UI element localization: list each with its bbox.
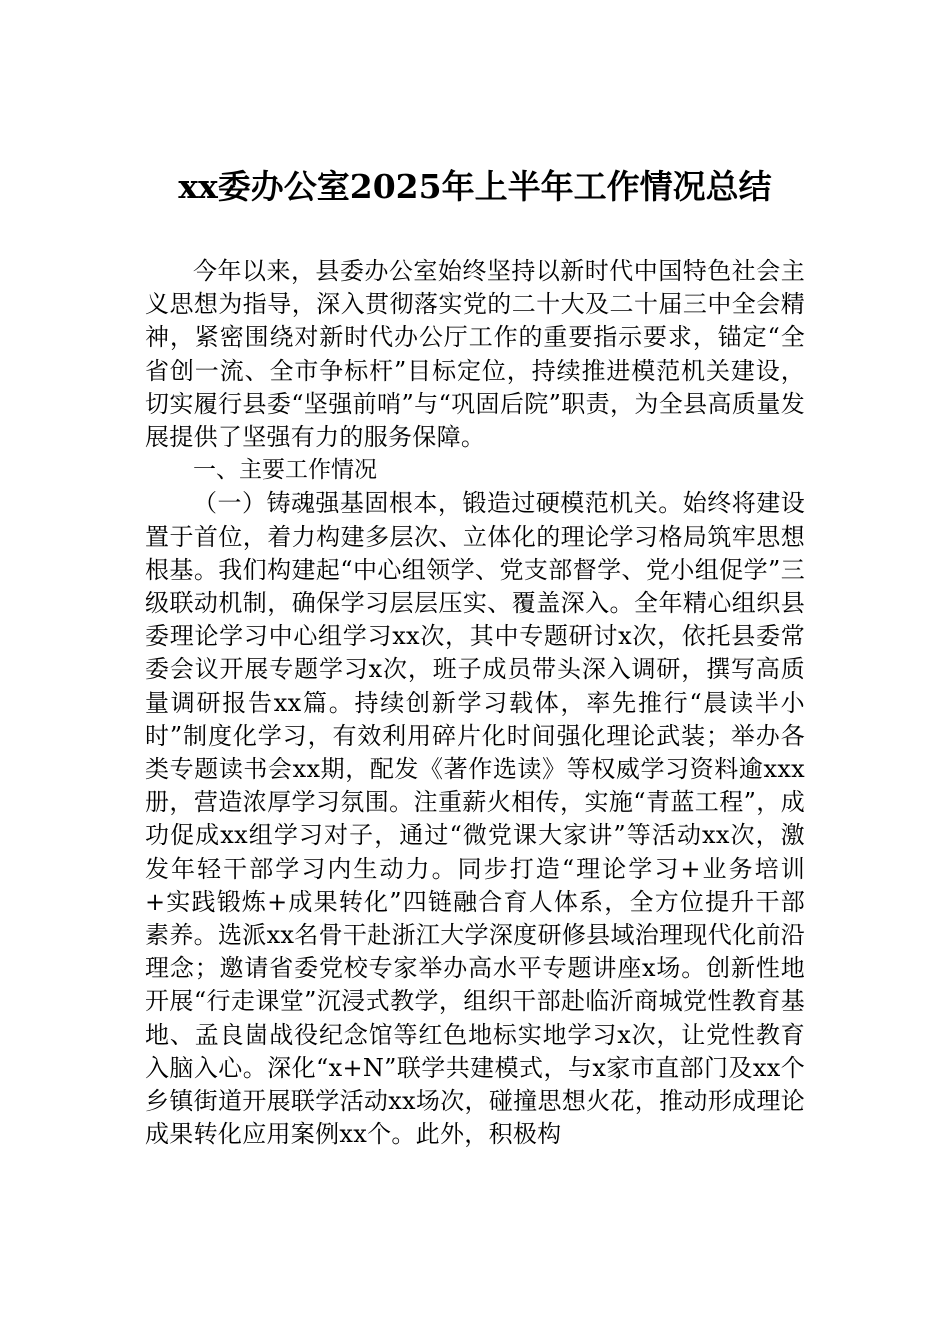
document-body <box>145 255 805 1151</box>
intro-paragraph: 今年以来，县委办公室始终坚持以新时代中国特色社会主义思想为指导，深入贯彻落实党的二十大及二十届三中全会精神，紧密围绕对新时代办公厅工作的重要指示要求，锚定“全省创一流、全市争标杆”目标定位，持续推进模范机关建设，切实履行县委“坚强前哨”与“巩固后院”职责，为全县高质量发展提供了坚强有力的服务保障。 <box>145 257 805 452</box>
document-title: xx委办公室2025年上半年工作情况总结 <box>178 167 772 206</box>
section-heading-main-work: 一、主要工作情况 <box>193 457 377 484</box>
section-paragraph: （一）铸魂强基固根本，锻造过硬模范机关。始终将建设置于首位，着力构建多层次、立体化的理论学习格局筑牢思想根基。我们构建起“中心组领学、党支部督学、党小组促学”三级联动机制，确保学习层层压实、覆盖深入。全年精心组织县委理论学习中心组学习xx次，其中专题研讨x次，依托县委常委会议开展专题学习x次，班子成员带头深入调研，撰写高质量调研报告xx篇。持续创新学习载体，率先推行“晨读半小时”制度化学习，有效利用碎片化时间强化理论武装；举办各类专题读书会xx期，配发《著作选读》等权威学习资料逾xxx册，营造浓厚学习氛围。注重薪火相传，实施“青蓝工程”，成功促成xx组学习对子，通过“微党课大家讲”等活动xx次，激发年轻干部学习内生动力。同步打造“理论学习+业务培训+实践锻炼+成果转化”四链融合育人体系，全方位提升干部素养。选派xx名骨干赴浙江大学深度研修县域治理现代化前沿理念；邀请省委党校专家举办高水平专题讲座x场。创新性地开展“行走课堂”沉浸式教学，组织干部赴临沂商城党性教育基地、孟良崮战役纪念馆等红色地标实地学习x次，让党性教育入脑入心。深化“x+N”联学共建模式，与x家市直部门及xx个乡镇街道开展联学活动xx场次，碰撞思想火花，推动形成理论成果转化应用案例xx个。此外，积极构 <box>145 489 805 1149</box>
